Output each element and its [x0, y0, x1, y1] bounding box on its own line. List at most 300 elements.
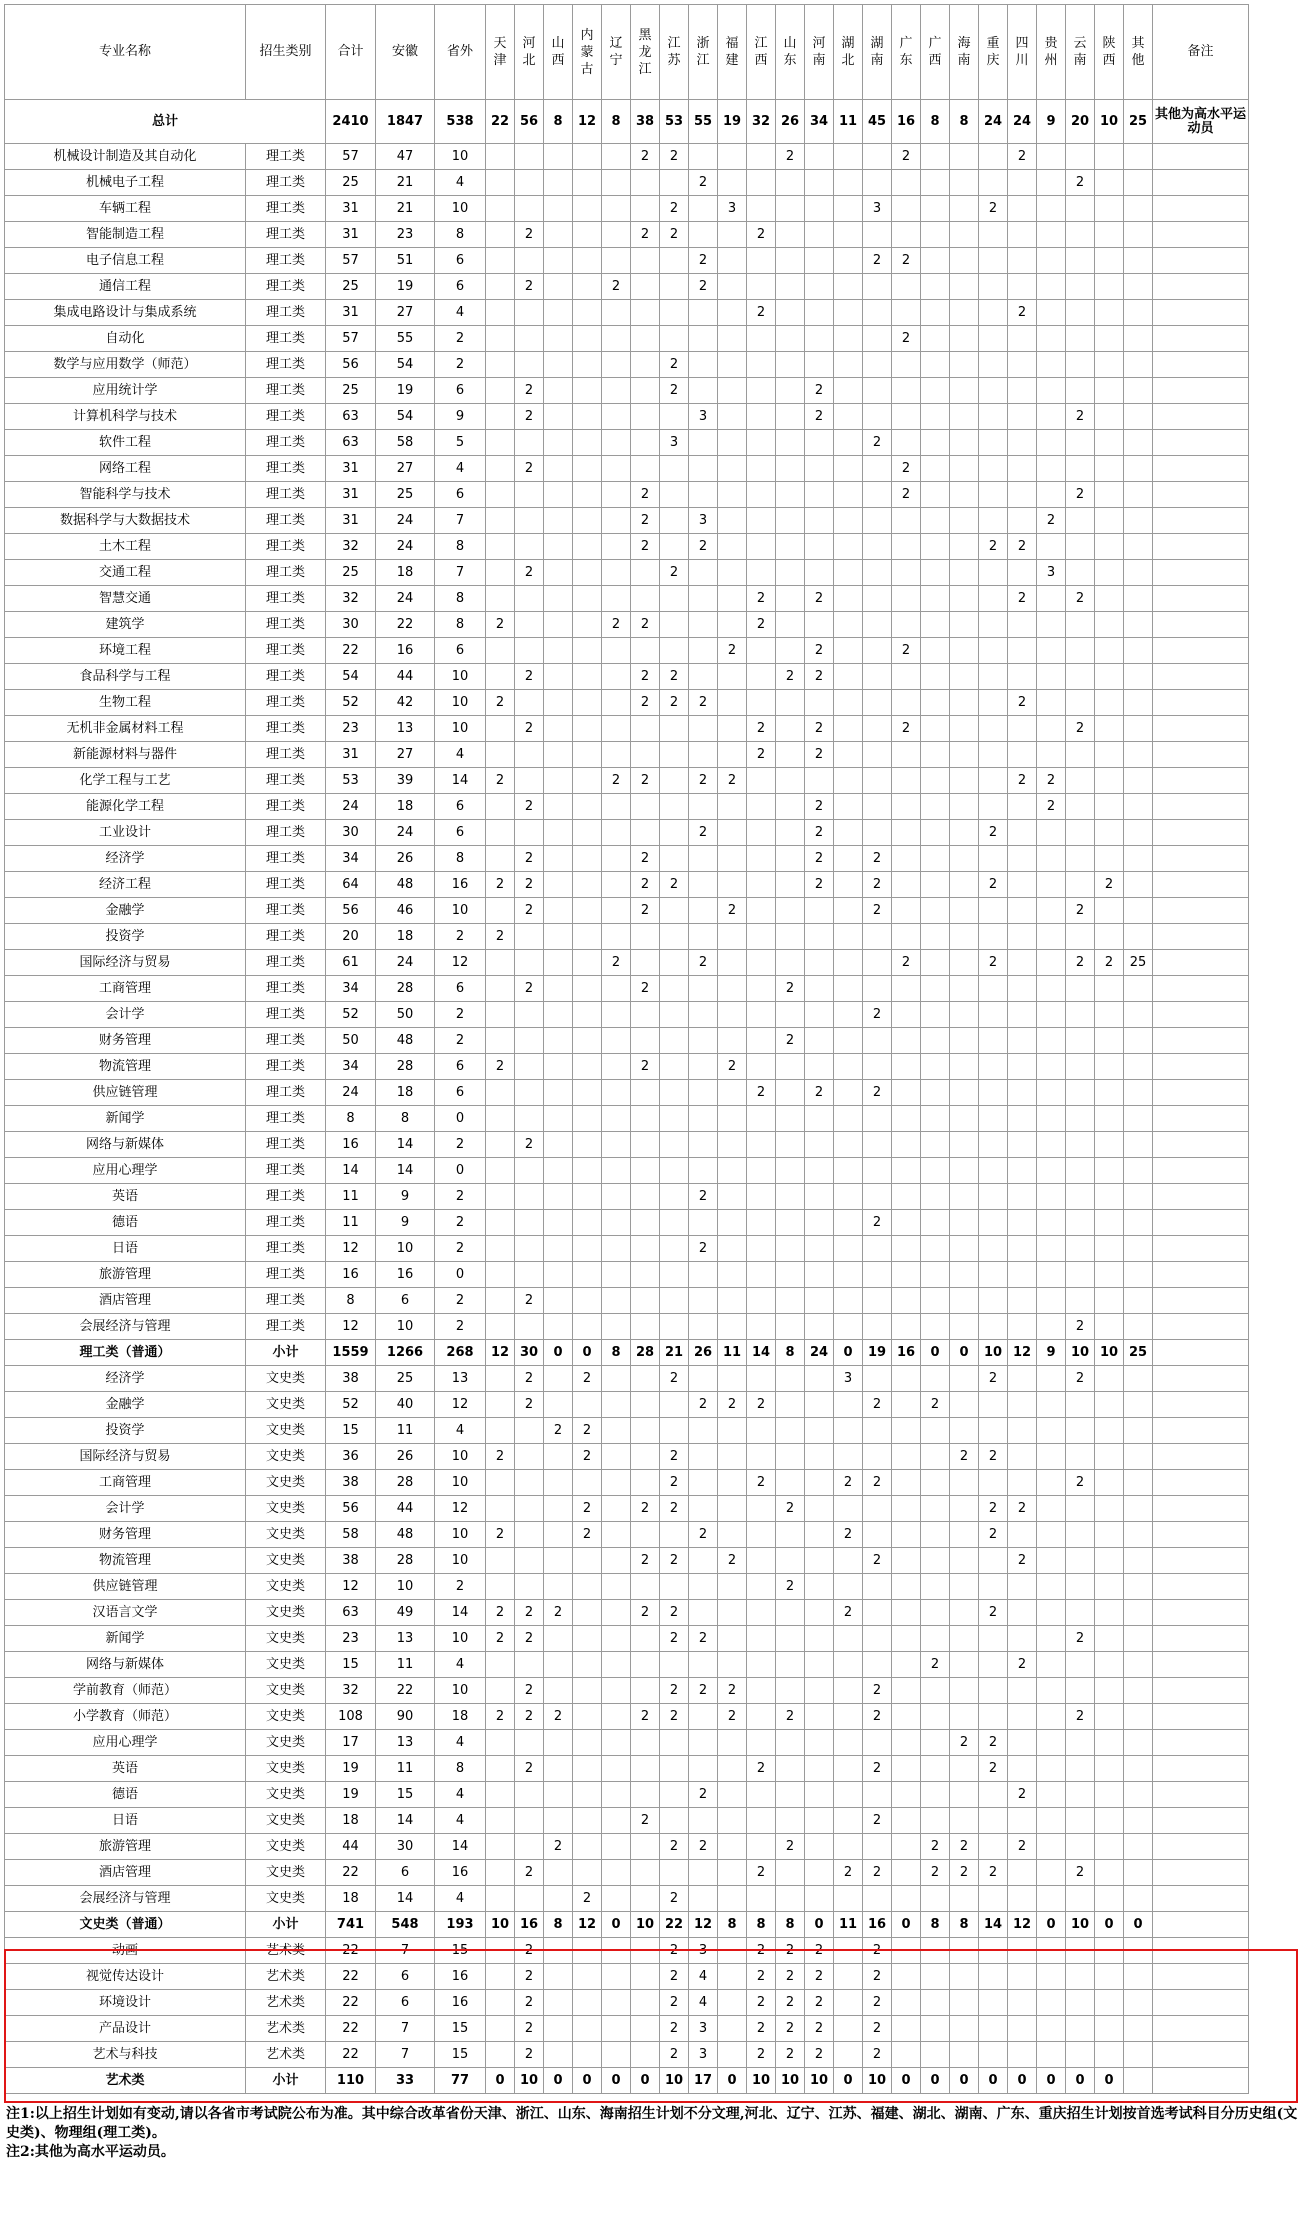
subtotal-value: 0 [950, 1340, 979, 1366]
province-count [689, 976, 718, 1002]
province-name: 其他 [1131, 36, 1145, 68]
province-count [921, 378, 950, 404]
province-count [631, 404, 660, 430]
province-count [602, 1704, 631, 1730]
province-count [631, 300, 660, 326]
province-count [921, 924, 950, 950]
province-count [573, 794, 602, 820]
table-row [5, 1860, 1249, 1886]
province-count [921, 976, 950, 1002]
province-count [1124, 872, 1153, 898]
province-count [1124, 326, 1153, 352]
subtotal-value: 25 [1124, 1340, 1153, 1366]
province-count [631, 794, 660, 820]
province-count [950, 768, 979, 794]
province-count [892, 2016, 921, 2042]
province-count [660, 1184, 689, 1210]
outside-count: 6 [435, 1080, 486, 1106]
province-count [805, 1366, 834, 1392]
province-count [718, 586, 747, 612]
province-count [892, 976, 921, 1002]
grand-total-row [5, 100, 1249, 144]
major-name: 财务管理 [5, 1028, 246, 1054]
province-count [1124, 1730, 1153, 1756]
province-count [1124, 430, 1153, 456]
major-name: 集成电路设计与集成系统 [5, 300, 246, 326]
province-count [631, 1756, 660, 1782]
remark-cell [1153, 1574, 1249, 1600]
province-count [950, 300, 979, 326]
outside-count: 2 [435, 1314, 486, 1340]
province-count [631, 1132, 660, 1158]
province-count [573, 430, 602, 456]
province-count [1008, 1756, 1037, 1782]
total: 56 [326, 898, 376, 924]
province-count [776, 222, 805, 248]
province-count: 2 [631, 664, 660, 690]
province-count: 2 [979, 1730, 1008, 1756]
province-count [1124, 612, 1153, 638]
province-count [1037, 742, 1066, 768]
province-count [1124, 508, 1153, 534]
province-count [1037, 1444, 1066, 1470]
province-count [602, 196, 631, 222]
province-count [718, 508, 747, 534]
outside-count: 4 [435, 1730, 486, 1756]
subtotal-label: 文史类（普通） [5, 1912, 246, 1938]
province-count: 2 [515, 1990, 544, 2016]
province-count [950, 1652, 979, 1678]
province-count [631, 1522, 660, 1548]
remark-cell [1153, 300, 1249, 326]
total: 31 [326, 196, 376, 222]
province-count [1124, 482, 1153, 508]
province-count [979, 1418, 1008, 1444]
remark-cell [1153, 872, 1249, 898]
province-count [950, 1028, 979, 1054]
province-count [486, 742, 515, 768]
province-name: 湖北 [841, 36, 855, 68]
province-count [1037, 1106, 1066, 1132]
province-count: 2 [515, 1288, 544, 1314]
province-count [863, 976, 892, 1002]
province-count [979, 170, 1008, 196]
anhui-count: 54 [376, 352, 435, 378]
province-count [1008, 1418, 1037, 1444]
province-count [718, 1860, 747, 1886]
province-count [921, 1548, 950, 1574]
province-count [921, 430, 950, 456]
remark-cell [1153, 1002, 1249, 1028]
major-name: 智慧交通 [5, 586, 246, 612]
province-count [921, 326, 950, 352]
col-header-province [921, 5, 950, 100]
footnotes [6, 2105, 1298, 2162]
province-count: 2 [515, 1860, 544, 1886]
major-name: 网络与新媒体 [5, 1652, 246, 1678]
subtotal-value: 10 [776, 2068, 805, 2094]
province-count [892, 222, 921, 248]
subtotal-value: 1559 [326, 1340, 376, 1366]
province-count: 2 [1066, 482, 1095, 508]
outside-count: 8 [435, 586, 486, 612]
major-name: 金融学 [5, 1392, 246, 1418]
province-count [1124, 1834, 1153, 1860]
province-count [979, 1184, 1008, 1210]
major-name: 会计学 [5, 1496, 246, 1522]
province-count [979, 482, 1008, 508]
province-count [892, 846, 921, 872]
province-count: 2 [776, 976, 805, 1002]
province-count [747, 1158, 776, 1184]
province-count: 2 [805, 586, 834, 612]
category: 文史类 [246, 1704, 326, 1730]
province-count [805, 898, 834, 924]
province-count [660, 638, 689, 664]
province-count [1124, 898, 1153, 924]
province-count [602, 1132, 631, 1158]
province-count [979, 976, 1008, 1002]
major-name: 无机非金属材料工程 [5, 716, 246, 742]
province-count [950, 1132, 979, 1158]
remark-cell [1153, 404, 1249, 430]
province-count [631, 456, 660, 482]
province-count [892, 1574, 921, 1600]
province-count [950, 664, 979, 690]
province-count [921, 1782, 950, 1808]
province-count [863, 638, 892, 664]
province-count [602, 1730, 631, 1756]
province-count [747, 248, 776, 274]
province-count [1066, 742, 1095, 768]
province-count: 2 [950, 1444, 979, 1470]
province-count: 2 [834, 1860, 863, 1886]
province-count [950, 534, 979, 560]
table-row [5, 222, 1249, 248]
province-count [689, 378, 718, 404]
province-count [718, 664, 747, 690]
province-name: 黑龙江 [638, 27, 652, 77]
outside-count: 6 [435, 482, 486, 508]
province-count [863, 1366, 892, 1392]
province-count [1124, 274, 1153, 300]
province-count [805, 1314, 834, 1340]
province-count [1008, 638, 1037, 664]
province-count [1037, 1314, 1066, 1340]
province-count [1008, 222, 1037, 248]
subtotal-value: 12 [1008, 1340, 1037, 1366]
category: 理工类 [246, 1054, 326, 1080]
province-count [776, 1288, 805, 1314]
province-count: 2 [1037, 508, 1066, 534]
province-count: 2 [660, 1964, 689, 1990]
outside-count: 16 [435, 1990, 486, 2016]
province-count [1095, 1080, 1124, 1106]
province-count [950, 144, 979, 170]
province-count [1008, 1210, 1037, 1236]
category: 理工类 [246, 794, 326, 820]
province-count [1037, 872, 1066, 898]
province-count [486, 586, 515, 612]
grand-total-value: 55 [689, 100, 718, 144]
remark-cell [1153, 1730, 1249, 1756]
table-row [5, 1080, 1249, 1106]
remark-cell [1153, 586, 1249, 612]
province-count: 3 [718, 196, 747, 222]
province-count [747, 1106, 776, 1132]
province-count [776, 534, 805, 560]
total: 25 [326, 274, 376, 300]
province-count: 2 [515, 1964, 544, 1990]
province-count: 2 [631, 1808, 660, 1834]
total: 57 [326, 144, 376, 170]
table-row [5, 1288, 1249, 1314]
province-count [921, 1496, 950, 1522]
province-count: 2 [747, 612, 776, 638]
province-count [515, 1418, 544, 1444]
anhui-count: 18 [376, 794, 435, 820]
province-count [1037, 1158, 1066, 1184]
province-count: 2 [718, 1678, 747, 1704]
province-count: 2 [979, 534, 1008, 560]
province-count [660, 794, 689, 820]
province-count [921, 898, 950, 924]
category: 文史类 [246, 1600, 326, 1626]
province-count [921, 586, 950, 612]
table-row [5, 534, 1249, 560]
province-count [805, 1418, 834, 1444]
province-count [1124, 1990, 1153, 2016]
province-count: 2 [747, 2042, 776, 2068]
province-count [573, 1158, 602, 1184]
province-count [805, 976, 834, 1002]
province-count [573, 508, 602, 534]
subtotal-value: 0 [834, 2068, 863, 2094]
province-count [1066, 846, 1095, 872]
province-count [660, 508, 689, 534]
province-count [602, 690, 631, 716]
province-count: 2 [660, 1444, 689, 1470]
province-count [602, 1314, 631, 1340]
remark-cell [1153, 1184, 1249, 1210]
province-count [515, 1236, 544, 1262]
province-count [863, 1158, 892, 1184]
category: 文史类 [246, 1444, 326, 1470]
col-header-province [1037, 5, 1066, 100]
total: 11 [326, 1210, 376, 1236]
province-count [805, 1652, 834, 1678]
total: 8 [326, 1106, 376, 1132]
province-count [805, 482, 834, 508]
province-count [921, 2042, 950, 2068]
province-count [1124, 1626, 1153, 1652]
province-count [573, 1054, 602, 1080]
province-count: 2 [1037, 768, 1066, 794]
major-name: 应用心理学 [5, 1730, 246, 1756]
province-count [776, 274, 805, 300]
province-count [1066, 274, 1095, 300]
category: 理工类 [246, 274, 326, 300]
province-count [1124, 1470, 1153, 1496]
category: 理工类 [246, 1002, 326, 1028]
province-count: 2 [660, 1886, 689, 1912]
col-header-province [1008, 5, 1037, 100]
province-count [921, 1808, 950, 1834]
province-count [921, 1262, 950, 1288]
province-count [776, 1236, 805, 1262]
province-count [573, 196, 602, 222]
outside-count: 10 [435, 196, 486, 222]
province-count [1095, 1236, 1124, 1262]
province-count [805, 1678, 834, 1704]
total: 52 [326, 1002, 376, 1028]
province-count [950, 1288, 979, 1314]
province-count [1095, 1808, 1124, 1834]
subtotal-value: 0 [921, 2068, 950, 2094]
province-name: 广西 [928, 36, 942, 68]
province-count: 2 [718, 1392, 747, 1418]
province-count [689, 1366, 718, 1392]
province-count [718, 2016, 747, 2042]
province-count: 2 [776, 1704, 805, 1730]
province-count: 2 [863, 1990, 892, 2016]
province-count: 2 [776, 664, 805, 690]
province-name: 重庆 [986, 36, 1000, 68]
province-count [1095, 1392, 1124, 1418]
province-count [1095, 1860, 1124, 1886]
province-count [892, 1054, 921, 1080]
province-count [776, 1600, 805, 1626]
major-name: 艺术与科技 [5, 2042, 246, 2068]
category: 理工类 [246, 716, 326, 742]
province-count [573, 456, 602, 482]
province-count [863, 1496, 892, 1522]
province-count [718, 300, 747, 326]
province-count [776, 1418, 805, 1444]
province-count [950, 1418, 979, 1444]
province-count [718, 378, 747, 404]
province-count: 2 [515, 222, 544, 248]
province-count [776, 196, 805, 222]
province-count [834, 1678, 863, 1704]
province-count [631, 1314, 660, 1340]
province-count [1095, 456, 1124, 482]
province-count [1124, 144, 1153, 170]
outside-count: 2 [435, 1184, 486, 1210]
province-count [776, 1314, 805, 1340]
outside-count: 10 [435, 898, 486, 924]
province-count: 2 [863, 1808, 892, 1834]
province-count: 2 [515, 378, 544, 404]
province-count [892, 300, 921, 326]
major-name: 生物工程 [5, 690, 246, 716]
total: 11 [326, 1184, 376, 1210]
province-count [544, 508, 573, 534]
province-count [1008, 196, 1037, 222]
province-count [1037, 1938, 1066, 1964]
province-count [892, 1210, 921, 1236]
subtotal-value: 0 [1095, 1912, 1124, 1938]
province-count [1095, 638, 1124, 664]
province-count [544, 924, 573, 950]
province-count [747, 1678, 776, 1704]
province-count [1008, 1366, 1037, 1392]
province-count [805, 1106, 834, 1132]
table-row [5, 508, 1249, 534]
col-header-outside: 省外 [435, 5, 486, 100]
remark-cell [1153, 1652, 1249, 1678]
province-count [1066, 1106, 1095, 1132]
province-count: 2 [631, 482, 660, 508]
province-count [515, 430, 544, 456]
total: 34 [326, 976, 376, 1002]
province-count [1066, 1158, 1095, 1184]
province-count [1008, 1860, 1037, 1886]
province-count: 3 [689, 508, 718, 534]
anhui-count: 6 [376, 1990, 435, 2016]
anhui-count: 16 [376, 638, 435, 664]
province-count [834, 1158, 863, 1184]
province-count [892, 664, 921, 690]
province-count [660, 898, 689, 924]
province-count [1066, 1184, 1095, 1210]
province-count: 2 [631, 872, 660, 898]
province-count [515, 1834, 544, 1860]
province-count [834, 1054, 863, 1080]
total: 25 [326, 378, 376, 404]
total: 56 [326, 1496, 376, 1522]
province-count [486, 664, 515, 690]
province-count [573, 1730, 602, 1756]
province-count: 2 [515, 404, 544, 430]
anhui-count: 40 [376, 1392, 435, 1418]
major-name: 产品设计 [5, 2016, 246, 2042]
province-count [921, 144, 950, 170]
subtotal-value: 8 [950, 1912, 979, 1938]
province-count [1037, 1704, 1066, 1730]
province-count [486, 1496, 515, 1522]
province-count [1037, 482, 1066, 508]
province-count [950, 352, 979, 378]
province-count [718, 950, 747, 976]
province-count [979, 1964, 1008, 1990]
province-count [979, 508, 1008, 534]
province-count [1037, 1730, 1066, 1756]
province-count: 2 [573, 1886, 602, 1912]
col-header-total: 合计 [326, 5, 376, 100]
province-count [1095, 742, 1124, 768]
grand-total-value: 2410 [326, 100, 376, 144]
province-count: 2 [573, 1444, 602, 1470]
major-name: 网络工程 [5, 456, 246, 482]
province-count: 2 [515, 560, 544, 586]
province-name: 贵州 [1044, 36, 1058, 68]
province-count [805, 170, 834, 196]
grand-total-value: 8 [544, 100, 573, 144]
province-count [631, 430, 660, 456]
province-count [602, 1288, 631, 1314]
subtotal-value: 0 [573, 1340, 602, 1366]
province-count [660, 950, 689, 976]
subtotal-value: 10 [631, 1912, 660, 1938]
province-count [718, 1808, 747, 1834]
province-count [1124, 1236, 1153, 1262]
province-count [573, 1132, 602, 1158]
province-count [602, 1080, 631, 1106]
province-count: 2 [718, 768, 747, 794]
province-count [660, 326, 689, 352]
remark-cell [1153, 1496, 1249, 1522]
